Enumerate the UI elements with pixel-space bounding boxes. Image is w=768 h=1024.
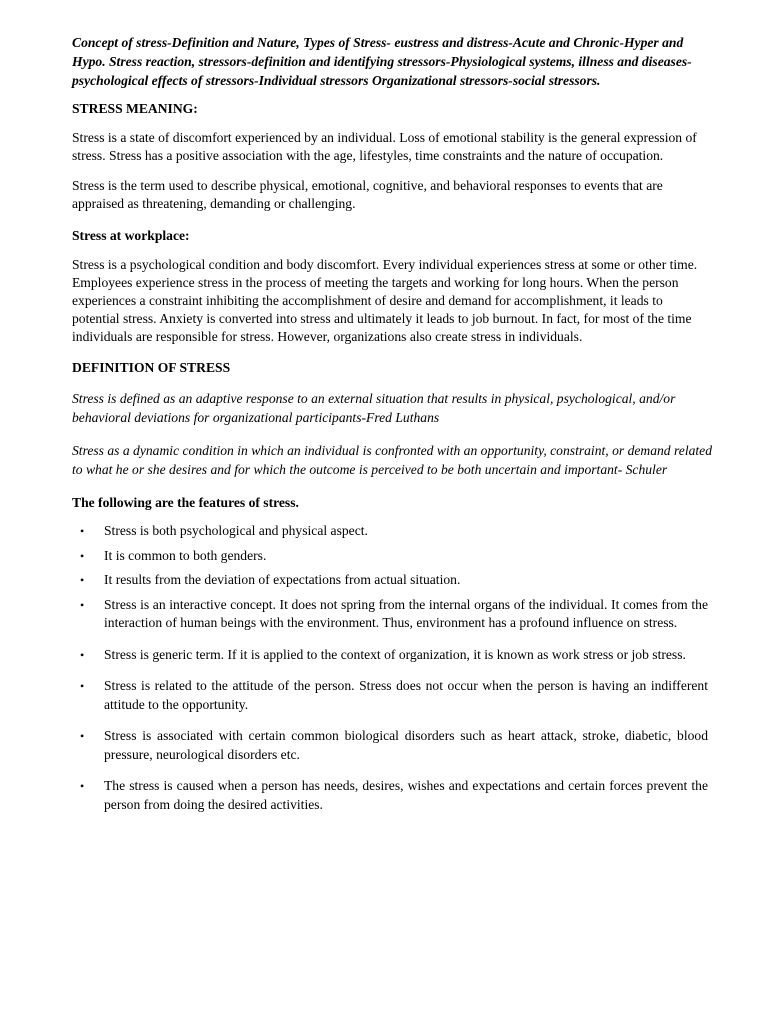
list-item xyxy=(72,727,708,764)
list-item xyxy=(72,547,708,566)
bullet-icon: • xyxy=(80,647,85,662)
list-item xyxy=(72,677,708,714)
stress-meaning-paragraph-1: Stress is a state of discomfort experienced by an individual. Loss of emotional stability is the general expression of stress. Stress has a positive association with the age, lifestyles, time constraints and the nature of occupation. xyxy=(72,130,697,163)
list-item xyxy=(72,777,708,814)
list-item-text: Stress is related to the attitude of the person. Stress does not occur when the person is having an indifferent attitude to the opportunity. xyxy=(104,678,708,712)
bullet-icon: • xyxy=(80,524,85,538)
bullet-icon: • xyxy=(80,573,85,587)
bullet-icon: • xyxy=(80,597,85,612)
document-page xyxy=(72,33,714,814)
list-item xyxy=(72,596,708,633)
features-list xyxy=(72,522,714,814)
workplace-heading: Stress at workplace: xyxy=(72,228,190,243)
bullet-icon: • xyxy=(80,779,85,793)
list-item-text: Stress is generic term. If it is applied to the context of organization, it is known as work stress or job stress. xyxy=(104,646,686,662)
stress-meaning-heading: STRESS MEANING: xyxy=(72,101,198,116)
list-item xyxy=(72,522,708,541)
bullet-icon: • xyxy=(80,679,85,693)
features-heading: The following are the features of stress. xyxy=(72,495,299,510)
definition-quote-schuler: Stress as a dynamic condition in which an individual is confronted with an opportunity, constraint, or demand related to what he or she desires and for which the outcome is perceived to be both uncertain and important- Schuler xyxy=(72,443,713,477)
bullet-icon: • xyxy=(80,729,85,743)
list-item-text: It results from the deviation of expectations from actual situation. xyxy=(104,572,461,587)
list-item xyxy=(72,571,708,590)
list-item xyxy=(72,646,708,665)
list-item-text: It is common to both genders. xyxy=(104,547,267,563)
workplace-paragraph: Stress is a psychological condition and body discomfort. Every individual experiences stress at some or other time. Employees experience stress in the process of meeting the targets and working for long hours. When the person experiences a constraint inhibiting the accomplishment of desire and demand for accomplishment, it leads to potential stress. Anxiety is converted into stress and ultimately it leads to job burnout. In fact, for most of the time individuals are responsible for stress. However, organizations also create stress in individuals. xyxy=(72,257,698,344)
list-item-text: Stress is both psychological and physical aspect. xyxy=(104,523,368,538)
definition-quote-luthans: Stress is defined as an adaptive response to an external situation that results in physical, psychological, and/or behavioral deviations for organizational participants-Fred Luthans xyxy=(72,391,676,425)
document-header: Concept of stress-Definition and Nature, Types of Stress- eustress and distress-Acute and Chronic-Hyper and Hypo. Stress reaction, stressors-definition and identifying stressors-Physiological systems, illness and diseases-psychological effects of stressors-Individual stressors Organizational stressors-social stressors. xyxy=(72,35,692,88)
definition-heading: DEFINITION OF STRESS xyxy=(72,360,231,375)
list-item-text: The stress is caused when a person has needs, desires, wishes and expectations and certain forces prevent the person from doing the desired activities. xyxy=(104,778,708,812)
list-item-text: Stress is associated with certain common biological disorders such as heart attack, stroke, diabetic, blood pressure, neurological disorders etc. xyxy=(104,728,708,762)
stress-meaning-paragraph-2: Stress is the term used to describe physical, emotional, cognitive, and behavioral responses to events that are appraised as threatening, demanding or challenging. xyxy=(72,178,663,211)
list-item-text: Stress is an interactive concept. It does not spring from the internal organs of the individual. It comes from the interaction of human beings with the environment. Thus, environment has a profound influence on stress. xyxy=(104,596,708,630)
bullet-icon: • xyxy=(80,548,85,563)
